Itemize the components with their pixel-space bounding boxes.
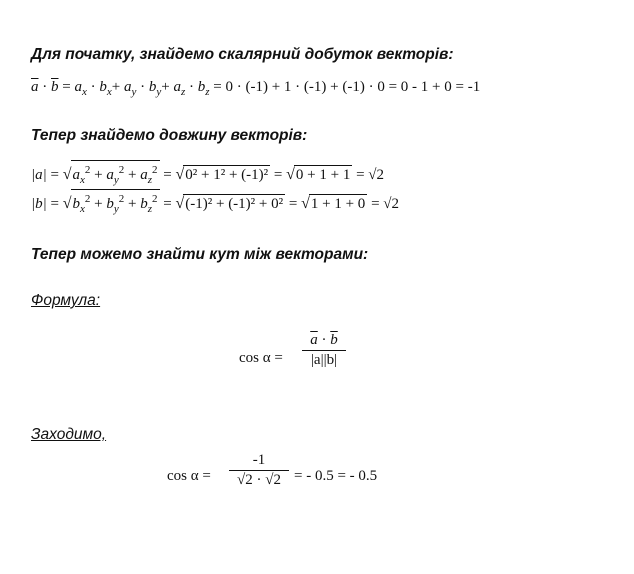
term-bx: b bbox=[99, 79, 107, 95]
sqrt-icon: √ bbox=[301, 195, 310, 212]
term-by: b bbox=[148, 79, 157, 95]
cos-value-fraction bbox=[229, 452, 289, 489]
length-a-result: √2 bbox=[368, 167, 385, 183]
radicand-b-values: (-1)² + (-1)² + 0² bbox=[185, 196, 284, 212]
dot-operator: · bbox=[140, 79, 146, 95]
dot-product-equation bbox=[31, 79, 480, 98]
term-az: a bbox=[173, 79, 181, 95]
length-a-equation: $|a| = √a_x^2 + a_y^2 + a_z^2 = √0^2 + 1^2 + (-1)^2 = √0 + 1 + 1 = √2$ bbox=[31, 160, 384, 189]
length-b-equation: $|b| = √b_x^2 + b_y^2 + b_z^2 = √(-1)^2 + (-1)^2 + 0^2 = √1 + 1 + 0 = √2$ bbox=[31, 189, 399, 218]
formula-label: Формула: bbox=[31, 292, 101, 309]
sqrt-icon: √ bbox=[62, 166, 72, 183]
vector-b: $\overline{b}$ bbox=[51, 79, 59, 95]
plus-sign: + bbox=[161, 79, 170, 95]
fraction-denominator: |a||b| bbox=[310, 352, 338, 368]
length-b-result: √2 bbox=[383, 196, 400, 212]
heading-angle: Тепер можемо знайти кут між векторами: bbox=[31, 246, 369, 263]
sqrt-icon: √ bbox=[175, 166, 185, 183]
heading-dot-product: Для початку, знайдемо скалярний добуток векторів: bbox=[31, 46, 454, 63]
dot-product-numeric: = 0 · (-1) + 1 · (-1) + (-1) · 0 = 0 - 1 + 0 = -1 bbox=[213, 79, 481, 95]
radicand-b-components: $b_x^2 + b_y^2 + b_z^2$ bbox=[71, 189, 160, 218]
radicand-b-sum: 1 + 1 + 0 bbox=[310, 196, 366, 212]
radicand-a-components: $a_x^2 + a_y^2 + a_z^2$ bbox=[71, 160, 160, 189]
fraction-numerator: -1 bbox=[252, 452, 266, 468]
abs-a: |a| bbox=[31, 167, 47, 183]
sub-z: z bbox=[180, 86, 186, 98]
term-ay: a bbox=[123, 79, 132, 95]
substitute-label: Заходимо, bbox=[31, 426, 107, 443]
sub-z: z bbox=[205, 86, 210, 98]
cos-formula-fraction bbox=[302, 332, 346, 369]
dot-operator: · bbox=[189, 79, 194, 95]
radicand-a-sum: 0 + 1 + 1 bbox=[295, 167, 351, 183]
fraction-numerator: $\overline{a} \cdot \overline{b}$ bbox=[310, 332, 338, 348]
sqrt-icon: √ bbox=[175, 195, 185, 212]
term-ax: a bbox=[74, 79, 82, 95]
sqrt-icon: √ bbox=[62, 195, 72, 212]
vector-a: $\overline{a}$ bbox=[31, 79, 39, 95]
sqrt-icon: √ bbox=[286, 166, 295, 183]
cos-label-substituted: cos α = bbox=[167, 468, 211, 484]
sub-x: x bbox=[81, 86, 87, 98]
heading-vector-lengths: Тепер знайдемо довжину векторів: bbox=[31, 127, 308, 144]
dot-operator: · bbox=[90, 79, 96, 95]
sub-y: y bbox=[156, 86, 162, 98]
dot-operator: · bbox=[42, 79, 48, 95]
sub-x: x bbox=[106, 86, 112, 98]
term-bz: b bbox=[197, 79, 206, 95]
cos-result: = - 0.5 = - 0.5 bbox=[294, 468, 378, 484]
sub-y: y bbox=[131, 86, 137, 98]
radicand-a-values: 0² + 1² + (-1)² bbox=[185, 167, 269, 183]
cos-label: cos α = bbox=[239, 350, 283, 366]
equals-sign: = bbox=[62, 79, 71, 95]
abs-b: |b| bbox=[31, 196, 47, 212]
fraction-denominator: √2 · √2 bbox=[237, 472, 281, 488]
plus-sign: + bbox=[111, 79, 121, 95]
